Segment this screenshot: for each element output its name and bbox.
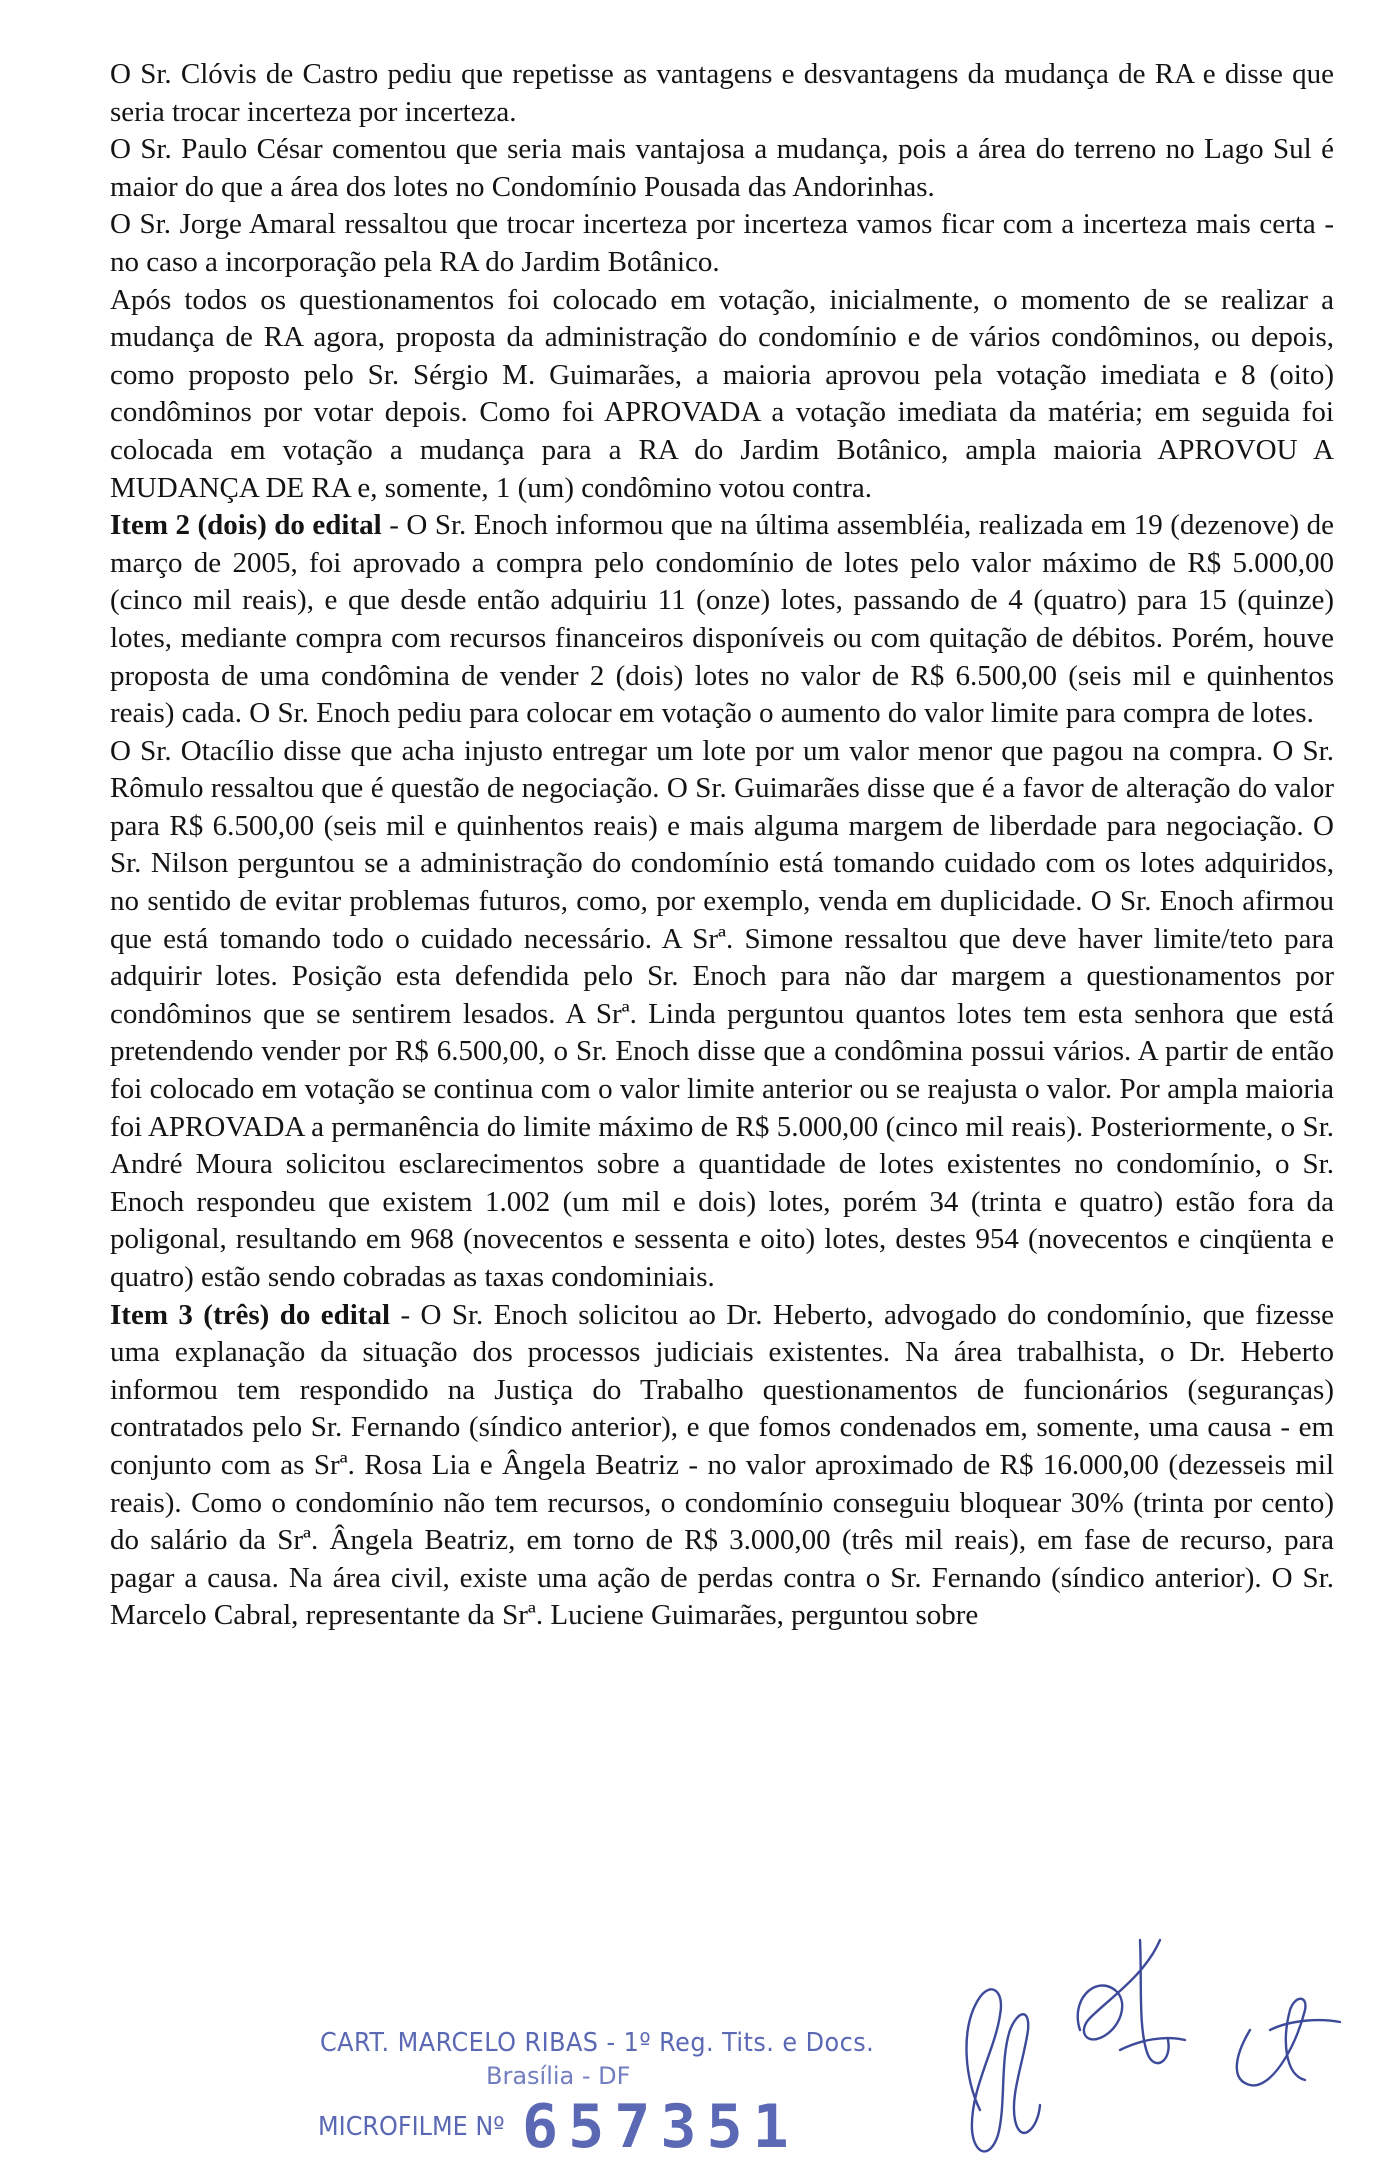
paragraph [110,1297,1334,1635]
paragraph [110,206,1334,281]
signatures [910,1880,1350,2170]
paragraph-text: O Sr. Jorge Amaral ressaltou que trocar incerteza por incerteza vamos ficar com a incerteza mais certa - no caso a incorporação pela RA do Jardim Botânico. [110,208,1334,278]
stamp-city: Brasília - DF [486,2062,631,2090]
item-2-heading: Item 2 (dois) do edital [110,509,382,542]
paragraph [110,56,1334,131]
notary-stamp [300,2010,920,2170]
paragraph-text: O Sr. Paulo César comentou que seria mais vantajosa a mudança, pois a área do terreno no Lago Sul é maior do que a área dos lotes no Condomínio Pousada das Andorinhas. [110,133,1334,203]
paragraph [110,131,1334,206]
paragraph-text: - O Sr. Enoch informou que na última assembléia, realizada em 19 (dezenove) de março de 2005, foi aprovado a compra pelo condomínio de lotes pelo valor máximo de R$ 5.000,00 (cinco mil reais), e que desde então adquiriu 11 (onze) lotes, passando de 4 (quatro) para 15 (quinze) lotes, mediante compra com recursos financeiros disponíveis ou com quitação de débitos. Porém, houve proposta de uma condômina de vender 2 (dois) lotes no valor de R$ 6.500,00 (seis mil e quinhentos reais) cada. O Sr. Enoch pediu para colocar em votação o aumento do valor limite para compra de lotes. [110,509,1334,730]
signature-1 [966,1989,1040,2151]
paragraph [110,282,1334,508]
signature-2 [1078,1940,1185,2063]
item-3-heading: Item 3 (três) do edital [110,1298,391,1331]
paragraph-text: O Sr. Otacílio disse que acha injusto entregar um lote por um valor menor que pagou na compra. O Sr. Rômulo ressaltou que é questão de negociação. O Sr. Guimarães disse que é a favor de alteração do valor para R$ 6.500,00 (seis mil e quinhentos reais) e mais alguma margem de liberdade para negociação. O Sr. Nilson perguntou se a administração do condomínio está tomando cuidado com os lotes adquiridos, no sentido de evitar problemas futuros, como, por exemplo, venda em duplicidade. O Sr. Enoch afirmou que está tomando todo o cuidado necessário. A Srª. Simone ressaltou que deve haver limite/teto para adquirir lotes. Posição esta defendida pelo Sr. Enoch para não dar margem a questionamentos por condôminos que se sentirem lesados. A Srª. Linda perguntou quantos lotes tem esta senhora que está pretendendo vender por R$ 6.500,00, o Sr. Enoch disse que a condômina possui vários. A partir de então foi colocado em votação se continua com o valor limite anterior ou se reajusta o valor. Por ampla maioria foi APROVADA a permanência do limite máximo de R$ 5.000,00 (cinco mil reais). Posteriormente, o Sr. André Moura solicitou esclarecimentos sobre a quantidade de lotes existentes no condomínio, o Sr. Enoch respondeu que existem 1.002 (um mil e dois) lotes, porém 34 (trinta e quatro) estão fora da poligonal, resultando em 968 (novecentos e sessenta e oito) lotes, destes 954 (novecentos e cinqüenta e quatro) estão sendo cobradas as taxas condominiais. [110,734,1334,1293]
minutes-text [110,56,1334,1635]
stamp-microfilm-label: MICROFILME Nº [318,2112,505,2142]
paragraph-text: O Sr. Clóvis de Castro pediu que repetisse as vantagens e desvantagens da mudança de RA e disse que seria trocar incerteza por incerteza. [110,58,1334,128]
stamp-microfilm-number: 657351 [522,2092,799,2162]
paragraph-text: - O Sr. Enoch solicitou ao Dr. Heberto, advogado do condomínio, que fizesse uma explanação da situação dos processos judiciais existentes. Na área trabalhista, o Dr. Heberto informou tem respondido na Justiça do Trabalho questionamentos de funcionários (seguranças) contratados pelo Sr. Fernando (síndico anterior), e que fomos condenados em, somente, uma causa - em conjunto com as Srª. Rosa Lia e Ângela Beatriz - no valor aproximado de R$ 16.000,00 (dezesseis mil reais). Como o condomínio não tem recursos, o condomínio conseguiu bloquear 30% (trinta por cento) do salário da Srª. Ângela Beatriz, em torno de R$ 3.000,00 (três mil reais), em fase de recurso, para pagar a causa. Na área civil, existe uma ação de perdas contra o Sr. Fernando (síndico anterior). O Sr. Marcelo Cabral, representante da Srª. Luciene Guimarães, perguntou sobre [110,1298,1334,1632]
stamp-notary-name: CART. MARCELO RIBAS - 1º Reg. Tits. e Docs. [320,2028,875,2058]
paragraph [110,507,1334,733]
paragraph-text: Após todos os questionamentos foi colocado em votação, inicialmente, o momento de se realizar a mudança de RA agora, proposta da administração do condomínio e de vários condôminos, ou depois, como proposto pelo Sr. Sérgio M. Guimarães, a maioria aprovou pela votação imediata e 8 (oito) condôminos por votar depois. Como foi APROVADA a votação imediata da matéria; em seguida foi colocada em votação a mudança para a RA do Jardim Botânico, ampla maioria APROVOU A MUDANÇA DE RA e, somente, 1 (um) condômino votou contra. [110,283,1334,504]
signature-3 [1237,1999,1340,2086]
paragraph [110,733,1334,1297]
